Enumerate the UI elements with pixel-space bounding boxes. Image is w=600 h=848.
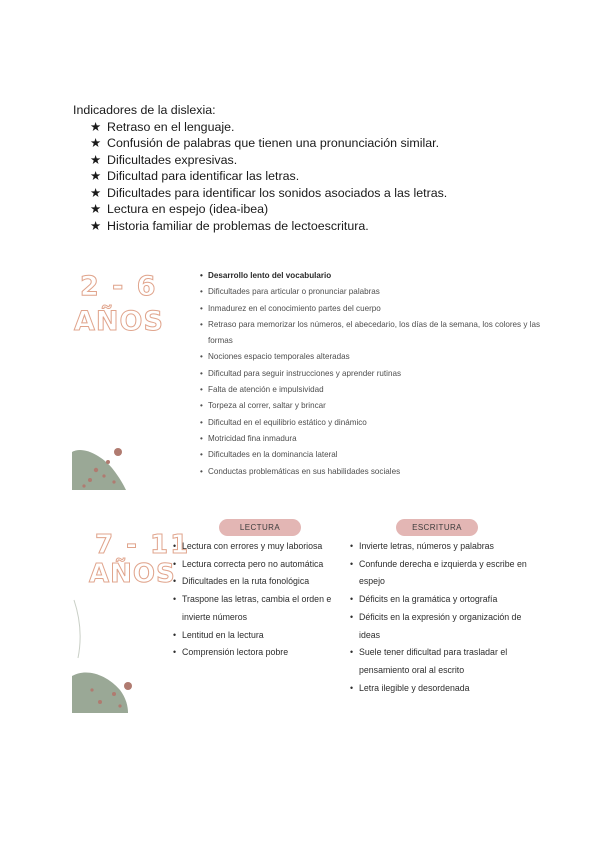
- list-item: • Lentitud en la lectura: [173, 627, 338, 645]
- list-item: ★ Confusión de palabras que tienen una pronunciación similar.: [90, 136, 440, 150]
- age-range-heading: 2 - 6: [80, 271, 158, 302]
- list-item: • Traspone las letras, cambia el orden e invierte números: [173, 591, 338, 626]
- list-item: ★ Lectura en espejo (idea-ibea): [90, 202, 269, 216]
- list-item: ★ Retraso en el lenguaje.: [90, 119, 235, 134]
- decor-dot: [90, 688, 93, 691]
- list-item: • Lectura correcta pero no automática: [173, 556, 338, 574]
- star-icon: ★: [90, 119, 102, 134]
- star-icon: ★: [90, 202, 102, 216]
- age-range-heading: 7 - 11: [95, 530, 191, 560]
- list-item: ★ Dificultad para identificar las letras.: [90, 169, 300, 183]
- decor-dot: [112, 480, 115, 483]
- list-item: • Comprensión lectora pobre: [173, 644, 338, 662]
- intro-section: [73, 102, 447, 234]
- age-word-heading: AÑOS: [89, 559, 176, 589]
- decor-dot: [114, 448, 122, 456]
- list-item: • Nociones espacio temporales alteradas: [200, 349, 540, 365]
- star-icon: ★: [90, 152, 102, 167]
- list-item: • Dificultad en el equilibrio estático y dinámico: [200, 415, 540, 431]
- list-item: • Suele tener dificultad para trasladar el pensamiento oral al escrito: [350, 644, 530, 679]
- list-item: ★ Dificultades para identificar los sonidos asociados a las letras.: [90, 185, 448, 200]
- symptoms-list-2-6: [200, 268, 540, 480]
- list-item: • Conductas problemáticas en sus habilidades sociales: [200, 464, 540, 480]
- age-word-heading: AÑOS: [74, 306, 164, 337]
- intro-title: Indicadores de la dislexia:: [73, 103, 216, 117]
- list-item: • Invierte letras, números y palabras: [350, 538, 530, 556]
- star-icon: ★: [90, 136, 102, 150]
- list-item: • Déficits en la gramática y ortografía: [350, 591, 530, 609]
- decor-dot: [88, 478, 92, 482]
- decor-dot: [102, 474, 105, 477]
- stem-line: [74, 600, 80, 658]
- decor-dot: [82, 484, 85, 487]
- list-item: • Torpeza al correr, saltar y brincar: [200, 398, 540, 414]
- decor-dot: [94, 468, 98, 472]
- decor-dot: [124, 682, 132, 690]
- star-icon: ★: [90, 218, 102, 233]
- list-item: ★ Historia familiar de problemas de lectoescritura.: [90, 218, 369, 233]
- decor-dot: [112, 692, 116, 696]
- list-item: • Motricidad fina inmadura: [200, 431, 540, 447]
- list-item: • Dificultad para seguir instrucciones y aprender rutinas: [200, 366, 540, 382]
- list-item: • Confunde derecha e izquierda y escribe en espejo: [350, 556, 530, 591]
- star-icon: ★: [90, 169, 102, 183]
- list-item: • Inmadurez en el conocimiento partes del cuerpo: [200, 301, 540, 317]
- list-item: • Dificultades en la dominancia lateral: [200, 447, 540, 463]
- escritura-label: ESCRITURA: [396, 519, 478, 536]
- leaf-decoration: [70, 440, 130, 490]
- decor-dot: [98, 700, 102, 704]
- leaf-decoration: [70, 598, 140, 713]
- star-icon: ★: [90, 185, 102, 200]
- list-item: • Dificultades en la ruta fonológica: [173, 573, 338, 591]
- lectura-list: [173, 538, 338, 662]
- list-item: • Desarrollo lento del vocabulario: [200, 268, 540, 284]
- escritura-list: [350, 538, 530, 697]
- lectura-label: LECTURA: [219, 519, 301, 536]
- list-item: • Letra ilegible y desordenada: [350, 680, 530, 698]
- list-item: ★ Dificultades expresivas.: [90, 152, 238, 167]
- decor-dot: [118, 704, 121, 707]
- list-item: • Dificultades para articular o pronunciar palabras: [200, 284, 540, 300]
- decor-dot: [106, 460, 110, 464]
- intro-list: [73, 119, 447, 235]
- list-item: • Déficits en la expresión y organización de ideas: [350, 609, 530, 644]
- list-item: • Lectura con errores y muy laboriosa: [173, 538, 338, 556]
- list-item: • Falta de atención e impulsividad: [200, 382, 540, 398]
- list-item: • Retraso para memorizar los números, el abecedario, los días de la semana, los colores y las formas: [200, 317, 540, 350]
